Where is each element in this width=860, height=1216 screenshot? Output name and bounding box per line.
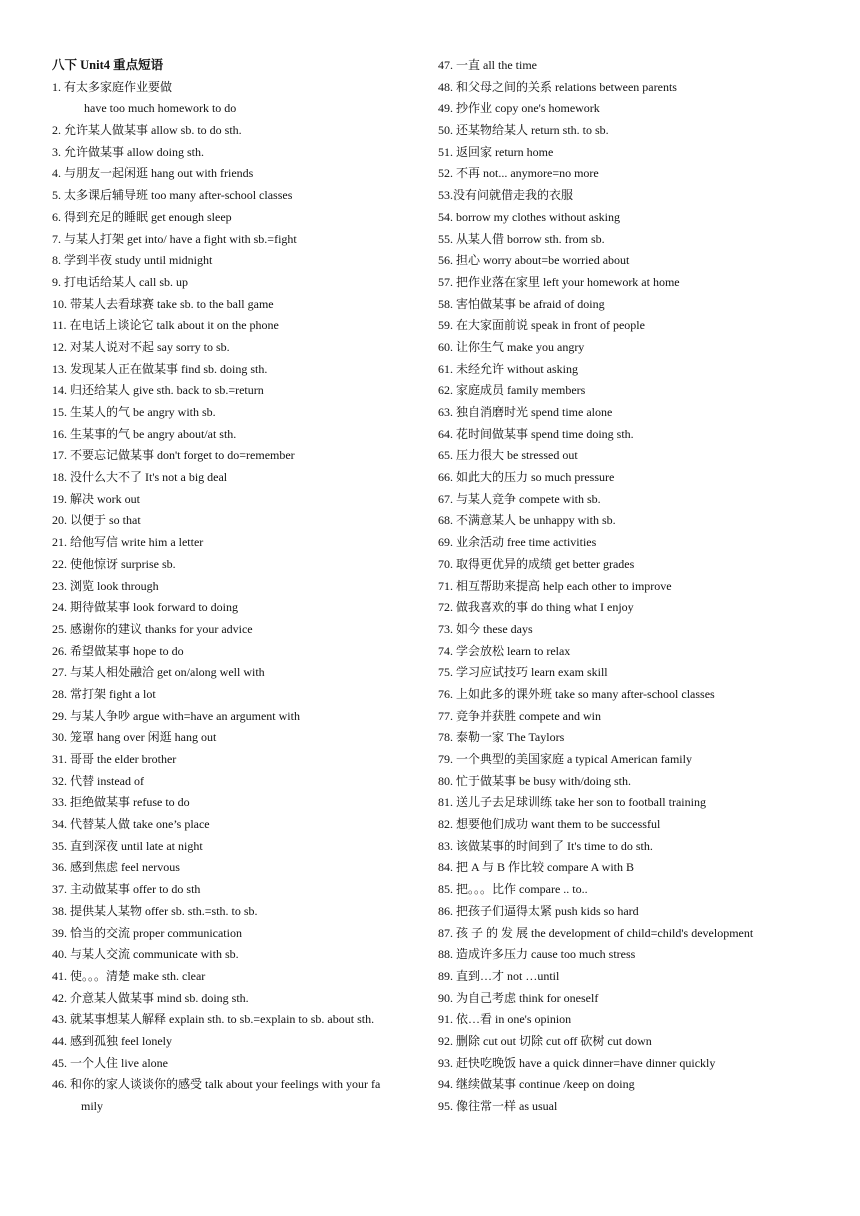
phrase-item: 4. 与朋友一起闲逛 hang out with friends	[52, 166, 254, 181]
left-phrase-list	[52, 77, 427, 1118]
phrase-item: 28. 常打架 fight a lot	[52, 686, 156, 701]
phrase-item: 2. 允许某人做某事 allow sb. to do sth.	[52, 123, 242, 138]
phrase-item: 48. 和父母之间的关系 relations between parents	[438, 79, 677, 94]
phrase-item: 14. 归还给某人 give sth. back to sb.=return	[52, 383, 264, 398]
phrase-item: 72. 做我喜欢的事 do thing what I enjoy	[438, 600, 634, 615]
phrase-item: 1. 有太多家庭作业要做	[52, 79, 173, 94]
phrase-item: 5. 太多课后辅导班 too many after-school classes	[52, 188, 293, 203]
phrase-item: 46. 和你的家人谈谈你的感受 talk about your feelings with your fa	[52, 1077, 381, 1092]
phrase-item: 19. 解决 work out	[52, 491, 140, 506]
phrase-item: 15. 生某人的气 be angry with sb.	[52, 405, 216, 419]
phrase-item: 90. 为自己考虑 think for oneself	[438, 990, 599, 1005]
phrase-item: 54. borrow my clothes without asking	[438, 209, 620, 224]
phrase-item: 26. 希望做某事 hope to do	[52, 643, 184, 658]
right-phrase-list	[438, 55, 788, 1118]
phrase-item: 65. 压力很大 be stressed out	[438, 448, 578, 463]
phrase-item: 11. 在电话上谈论它 talk about it on the phone	[52, 318, 279, 333]
phrase-item: 17. 不要忘记做某事 don't forget to do=remember	[52, 448, 295, 463]
phrase-item: 23. 浏览 look through	[52, 578, 159, 593]
phrase-item: 50. 还某物给某人 return sth. to sb.	[438, 123, 609, 138]
phrase-item: 3. 允许做某事 allow doing sth.	[52, 144, 204, 159]
phrase-item: 68. 不满意某人 be unhappy with sb.	[438, 513, 616, 528]
phrase-item: 64. 花时间做某事 spend time doing sth.	[438, 426, 634, 441]
phrase-item: 31. 哥哥 the elder brother	[52, 752, 177, 766]
phrase-item: 81. 送儿子去足球训练 take her son to football training	[438, 795, 706, 810]
phrase-item: 43. 就某事想某人解释 explain sth. to sb.=explain to sb. about sth.	[52, 1012, 375, 1027]
phrase-item: 51. 返回家 return home	[438, 144, 554, 159]
phrase-item: 25. 感谢你的建议 thanks for your advice	[52, 621, 253, 636]
right-column	[438, 55, 788, 1118]
phrase-item: have too much homework to do	[84, 101, 237, 116]
phrase-item: 41. 使。。。清楚 make sth. clear	[52, 968, 206, 983]
phrase-item: 38. 提供某人某物 offer sb. sth.=sth. to sb.	[52, 903, 258, 918]
phrase-item: 89. 直到…才 not …until	[438, 968, 560, 983]
phrase-item: 71. 相互帮助来提高 help each other to improve	[438, 578, 672, 593]
phrase-item: 32. 代替 instead of	[52, 773, 144, 788]
phrase-item: 29. 与某人争吵 argue with=have an argument with	[52, 708, 300, 723]
phrase-item: 88. 造成许多压力 cause too much stress	[438, 947, 636, 962]
phrase-item: 44. 感到孤独 feel lonely	[52, 1033, 172, 1048]
phrase-item: 86. 把孩子们逼得太紧 push kids so hard	[438, 903, 639, 918]
phrase-item: 40. 与某人交流 communicate with sb.	[52, 947, 239, 962]
phrase-item: 83. 该做某事的时间到了 It's time to do sth.	[438, 838, 653, 853]
phrase-item: 92. 删除 cut out 切除 cut off 砍树 cut down	[438, 1033, 652, 1048]
phrase-item: 87. 孩 子 的 发 展 the development of child=child's development	[438, 925, 754, 940]
phrase-item: 70. 取得更优异的成绩 get better grades	[438, 556, 635, 571]
phrase-item: 33. 拒绝做某事 refuse to do	[52, 795, 190, 810]
phrase-item: 69. 业余活动 free time activities	[438, 535, 597, 550]
phrase-item: 73. 如今 these days	[438, 621, 533, 636]
phrase-item: 95. 像往常一样 as usual	[438, 1099, 558, 1113]
phrase-item: 39. 恰当的交流 proper communication	[52, 925, 242, 940]
phrase-item: 20. 以便于 so that	[52, 513, 141, 528]
phrase-item: 34. 代替某人做 take one’s place	[52, 817, 210, 832]
phrase-item: 75. 学习应试技巧 learn exam skill	[438, 665, 608, 680]
document-title: 八下 Unit4 重点短语	[52, 58, 164, 72]
phrase-item: 78. 泰勒一家 The Taylors	[438, 730, 565, 745]
phrase-item: 22. 使他惊讶 surprise sb.	[52, 556, 176, 571]
phrase-item: 8. 学到半夜 study until midnight	[52, 253, 213, 268]
phrase-item: 56. 担心 worry about=be worried about	[438, 253, 630, 268]
phrase-item: 6. 得到充足的睡眠 get enough sleep	[52, 209, 232, 224]
phrase-item: 74. 学会放松 learn to relax	[438, 643, 571, 658]
phrase-item: 91. 依…看 in one's opinion	[438, 1012, 572, 1027]
phrase-item: 59. 在大家面前说 speak in front of people	[438, 318, 645, 333]
phrase-item: 16. 生某事的气 be angry about/at sth.	[52, 426, 237, 441]
phrase-item: 63. 独自消磨时光 spend time alone	[438, 405, 613, 419]
phrase-item: 9. 打电话给某人 call sb. up	[52, 274, 188, 289]
left-column	[52, 55, 427, 1118]
phrase-item: 84. 把 A 与 B 作比较 compare A with B	[438, 860, 634, 875]
phrase-item: 45. 一个人住 live alone	[52, 1055, 168, 1070]
phrase-item: 82. 想要他们成功 want them to be successful	[438, 817, 661, 832]
phrase-item: 60. 让你生气 make you angry	[438, 339, 585, 354]
phrase-item: 94. 继续做某事 continue /keep on doing	[438, 1077, 635, 1092]
phrase-item: 13. 发现某人正在做某事 find sb. doing sth.	[52, 361, 268, 376]
phrase-item: 80. 忙于做某事 be busy with/doing sth.	[438, 773, 632, 788]
phrase-item: 76. 上如此多的课外班 take so many after-school classes	[438, 686, 715, 701]
phrase-item: 55. 从某人借 borrow sth. from sb.	[438, 231, 605, 246]
phrase-item: 36. 感到焦虑 feel nervous	[52, 860, 180, 875]
phrase-item: mily	[81, 1099, 104, 1113]
phrase-item: 42. 介意某人做某事 mind sb. doing sth.	[52, 990, 249, 1005]
phrase-item: 30. 笼罩 hang over 闲逛 hang out	[52, 730, 217, 745]
phrase-item: 53.没有问就借走我的衣服	[438, 188, 574, 203]
phrase-item: 7. 与某人打架 get into/ have a fight with sb.=fight	[52, 231, 297, 246]
phrase-item: 49. 抄作业 copy one's homework	[438, 101, 600, 116]
phrase-item: 61. 未经允许 without asking	[438, 361, 578, 376]
phrase-item: 12. 对某人说对不起 say sorry to sb.	[52, 339, 230, 354]
phrase-item: 21. 给他写信 write him a letter	[52, 535, 204, 550]
phrase-item: 24. 期待做某事 look forward to doing	[52, 600, 238, 615]
phrase-item: 93. 赶快吃晚饭 have a quick dinner=have dinner quickly	[438, 1055, 716, 1070]
phrase-item: 37. 主动做某事 offer to do sth	[52, 882, 201, 897]
phrase-item: 79. 一个典型的美国家庭 a typical American family	[438, 752, 692, 766]
phrase-item: 57. 把作业落在家里 left your homework at home	[438, 274, 680, 289]
phrase-item: 62. 家庭成员 family members	[438, 383, 586, 398]
phrase-item: 58. 害怕做某事 be afraid of doing	[438, 296, 605, 311]
phrase-item: 35. 直到深夜 until late at night	[52, 838, 203, 853]
phrase-item: 77. 竞争并获胜 compete and win	[438, 708, 601, 723]
phrase-item: 67. 与某人竞争 compete with sb.	[438, 491, 601, 506]
phrase-item: 52. 不再 not... anymore=no more	[438, 166, 599, 181]
phrase-item: 18. 没什么大不了 It's not a big deal	[52, 470, 228, 485]
phrase-item: 47. 一直 all the time	[438, 58, 537, 72]
phrase-item: 85. 把。。。比作 compare .. to..	[438, 882, 588, 897]
phrase-item: 10. 带某人去看球赛 take sb. to the ball game	[52, 296, 274, 311]
phrase-item: 27. 与某人相处融洽 get on/along well with	[52, 665, 265, 680]
phrase-item: 66. 如此大的压力 so much pressure	[438, 470, 615, 485]
